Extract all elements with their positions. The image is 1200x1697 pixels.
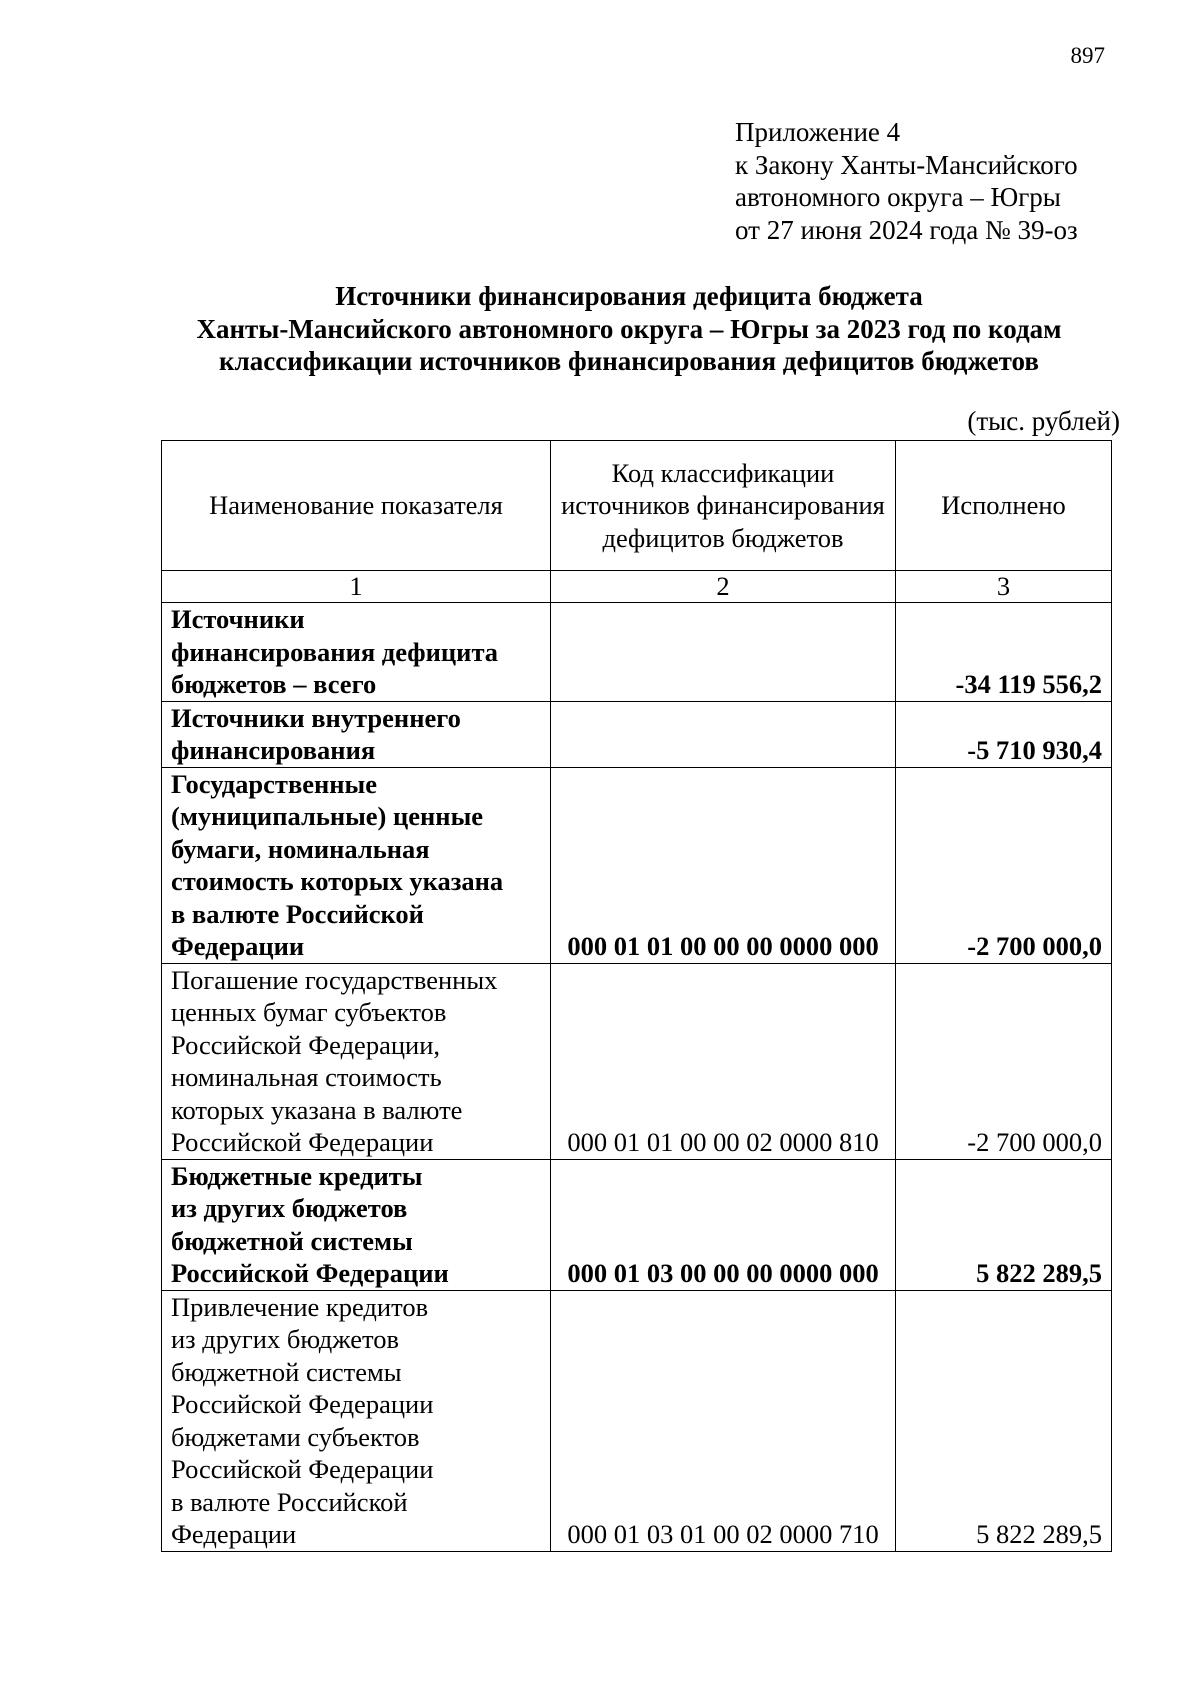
column-number: 2 (551, 571, 896, 603)
appendix-reference (735, 116, 1078, 246)
table-row (162, 767, 1112, 963)
name-line: бюджетной системы (171, 1225, 413, 1256)
appendix-line: Приложение 4 (735, 117, 901, 147)
units-label: (тыс. рублей) (967, 406, 1120, 436)
row-indicator-name (162, 1159, 551, 1290)
name-line: Государственные (171, 768, 378, 799)
row-classification-code: 000 01 03 01 00 02 0000 710 (551, 1290, 896, 1551)
name-line: финансирования (171, 735, 376, 765)
table-body (162, 603, 1112, 1552)
name-line: ценных бумаг субъектов (171, 997, 447, 1027)
document-title (150, 280, 1108, 378)
row-classification-code: 000 01 03 00 00 00 0000 000 (551, 1159, 896, 1290)
row-indicator-name (162, 603, 551, 702)
name-line: (муниципальные) ценные (171, 801, 484, 831)
column-number-row (162, 571, 1112, 603)
table-row (162, 603, 1112, 702)
name-line: стоимость которых указана (171, 866, 504, 896)
column-number: 3 (896, 571, 1112, 603)
row-executed-value: -2 700 000,0 (896, 767, 1112, 963)
page-number: 897 (1070, 43, 1105, 68)
name-line: из других бюджетов (171, 1193, 408, 1223)
table-row (162, 1159, 1112, 1290)
name-line: Российской Федерации (171, 1127, 434, 1157)
table-header-row (162, 441, 1112, 571)
table-row (162, 963, 1112, 1159)
name-line: в валюте Российской (171, 898, 424, 929)
name-line: финансирования дефицита (171, 636, 499, 667)
name-line: Российской Федерации (171, 1389, 434, 1419)
name-line: Российской Федерации (171, 1258, 449, 1288)
row-executed-value: -2 700 000,0 (896, 963, 1112, 1159)
title-line: Источники финансирования дефицита бюджета (335, 281, 923, 311)
name-line: бюджетной системы (171, 1356, 402, 1387)
header-classification-code: Код классификации источников финансирования дефицитов бюджетов (551, 441, 896, 571)
row-indicator-name (162, 963, 551, 1159)
name-line: Федерации (171, 1519, 297, 1549)
name-line: Федерации (171, 931, 305, 961)
row-executed-value: 5 822 289,5 (896, 1290, 1112, 1551)
name-line: бюджетами субъектов (171, 1421, 420, 1452)
name-line: Российской Федерации (171, 1454, 434, 1484)
title-line: классификации источников финансирования дефицитов бюджетов (219, 346, 1039, 376)
appendix-line: автономного округа – Югры (735, 182, 1061, 212)
name-line: номинальная стоимость (171, 1062, 442, 1092)
header-indicator-name: Наименование показателя (162, 441, 551, 571)
header-executed: Исполнено (896, 441, 1112, 571)
table-row (162, 1290, 1112, 1551)
name-line: бюджетов – всего (171, 669, 377, 699)
name-line: Погашение государственных (171, 964, 498, 995)
name-line: которых указана в валюте (171, 1094, 463, 1125)
name-line: Бюджетные кредиты (171, 1160, 423, 1191)
title-line: Ханты-Мансийского автономного округа – Югры за 2023 год по кодам (196, 313, 1062, 344)
column-number: 1 (162, 571, 551, 603)
name-line: Привлечение кредитов (171, 1291, 429, 1322)
table-row (162, 701, 1112, 767)
name-line: Российской Федерации, (171, 1029, 440, 1060)
name-line: из других бюджетов (171, 1324, 399, 1354)
row-classification-code: 000 01 01 00 00 00 0000 000 (551, 767, 896, 963)
name-line: бумаги, номинальная (171, 833, 430, 864)
row-executed-value: 5 822 289,5 (896, 1159, 1112, 1290)
sources-table (161, 440, 1112, 1552)
row-classification-code: 000 01 01 00 00 02 0000 810 (551, 963, 896, 1159)
row-indicator-name (162, 701, 551, 767)
row-classification-code (551, 701, 896, 767)
row-executed-value: -34 119 556,2 (896, 603, 1112, 702)
row-executed-value: -5 710 930,4 (896, 701, 1112, 767)
row-classification-code (551, 603, 896, 702)
name-line: Источники (171, 604, 305, 634)
name-line: в валюте Российской (171, 1486, 408, 1517)
row-indicator-name (162, 1290, 551, 1551)
appendix-line: к Закону Ханты-Мансийского (735, 149, 1078, 180)
appendix-line: от 27 июня 2024 года № 39-оз (735, 214, 1078, 245)
row-indicator-name (162, 767, 551, 963)
name-line: Источники внутреннего (171, 702, 461, 733)
